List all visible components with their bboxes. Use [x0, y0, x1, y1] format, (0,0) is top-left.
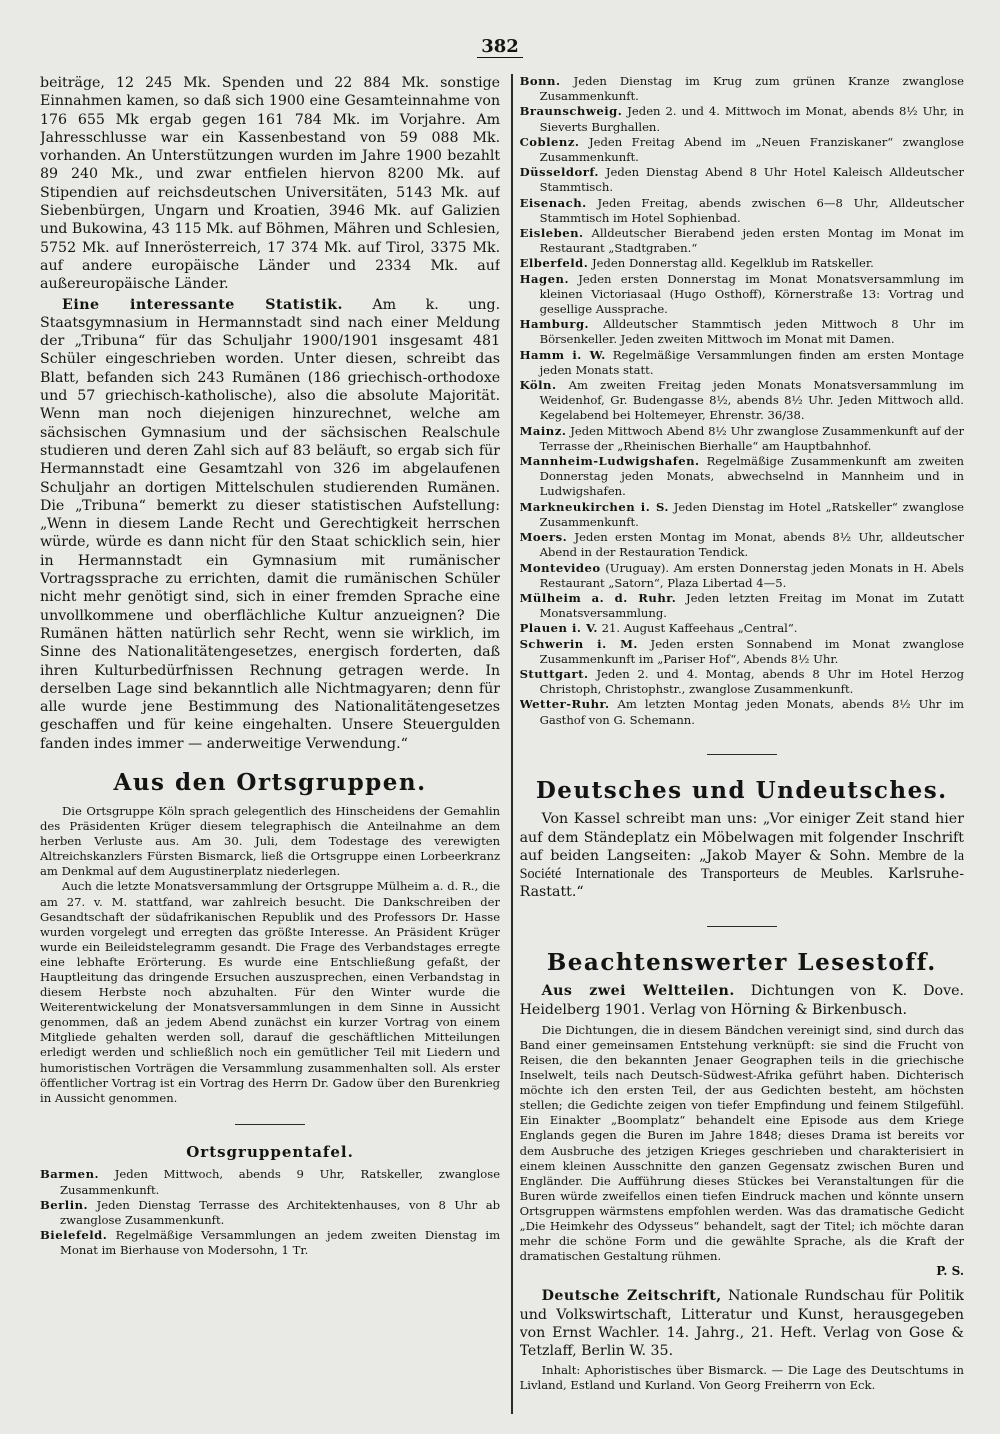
tafel-text: Jeden 2. und 4. Mittwoch im Monat, abends 8½ Uhr, in Sieverts Burghallen.	[539, 104, 964, 134]
tafel-entry	[520, 378, 964, 424]
tafel-city: Markneukirchen i. S.	[519, 499, 669, 514]
statistik-paragraph	[40, 296, 500, 753]
tafel-city: Moers.	[519, 530, 568, 545]
tafel-text: Jeden Dienstag im Hotel „Ratskeller“ zwanglose Zusammenkunft.	[539, 499, 964, 529]
deutsches-text-1: Von Kassel schreibt man uns: „Vor einiger Zeit stand hier auf dem Ständeplatz ein Möbelwagen mit folgender Inschrift auf beiden Langseiten: „Jakob Mayer & Sohn.	[519, 811, 964, 864]
heading-lesestoff: Beachtenswerter Lesestoff.	[546, 949, 937, 977]
tafel-city: Köln.	[519, 378, 557, 393]
tafel-city: Elberfeld.	[519, 256, 589, 271]
deutsches-text-2: Karlsruhe-Rastatt.“	[519, 866, 964, 901]
review-signature: P. S.	[936, 1264, 964, 1279]
tafel-entry	[520, 697, 964, 727]
tafel-city: Düsseldorf.	[519, 165, 599, 180]
tafel-text: 21. August Kaffeehaus „Central“.	[601, 621, 798, 636]
lesestoff-paragraph	[520, 982, 964, 1019]
separator-rule	[707, 926, 777, 928]
zeitschrift-text: Nationale Rundschau für Politik und Volkswirtschaft, Litteratur und Kunst, herausgegeben von Ernst Wachler. 14. Jahrg., 21. Heft. Verlag von Gose & Tetzlaff, Berlin W. 35.	[519, 1288, 964, 1360]
column-container	[40, 74, 964, 1414]
zeitschrift-inhalt: Inhalt: Aphoristisches über Bismarck. — Die Lage des Deutschtums in Livland, Estland und Kurland. Von Georg Freiherrn von Eck.	[519, 1362, 964, 1392]
statistik-text: Am k. ung. Staatsgymnasium in Hermannstadt sind nach einer Meldung der „Tribuna“ für das Schuljahr 1900/1901 insgesamt 481 Schüler eingeschrieben worden. Unter diesen, schreibt das Blatt, befanden sich 243 Rumänen (186 griechisch-orthodoxe und 57 griechisch-katholische), also die absolute Majorität. Wenn man noch diejenigen hinzurechnet, welche am sächsischen Gymnasium und der sächsischen Realschule studieren und deren Zahl sich auf 83 beläuft, so ergab sich für Hermannstadt eine Gesamtzahl von 326 im abgelaufenen Schuljahr an dortigen Mittelschulen studierenden Rumänen. Die „Tribuna“ bemerkt zu dieser statistischen Aufstellung: „Wenn in diesem Lande Recht und Gerechtigkeit herrschen würde, würde es dann nicht für den Staat schicklich sein, hier in Hermannstadt ein Gymnasium mit rumänischer Vortragssprache zu errichten, damit die rumänischen Schüler nicht mehr genötigt sind, sich in einer fremden Sprache eine unvollkommene und oberflächliche Kultur anzueignen? Die Rumänen hätten natürlich sehr Recht, wenn sie wirklich, im Sinne des Nationalitätengesetzes, energisch forderten, daß ihren Kulturbedürfnissen Rechnung getragen werde. In derselben Lage sind bekanntlich alle Nichtmagyaren; denn für alle wurde jene Bestimmung des Nationalitätengesetzes geschaffen und für keine eingehalten. Unsere Steuergulden fanden indes immer — anderweitige Verwendung.“	[40, 296, 501, 752]
tafel-text: Jeden Dienstag im Krug zum grünen Kranze zwanglose Zusammenkunft.	[539, 74, 964, 104]
tafel-entry	[520, 135, 964, 165]
tafel-city: Plauen i. V.	[519, 621, 598, 636]
intro-paragraph: beiträge, 12 245 Mk. Spenden und 22 884 Mk. sonstige Einnahmen kamen, so daß sich 1900 eine Gesamteinnahme von 176 655 Mk ergab gegen 161 784 Mk. im Vorjahre. Am Jahresschlusse war ein Kassenbestand von 59 088 Mk. vorhanden. An Unterstützungen wurden im Jahre 1900 bezahlt 89 240 Mk., und zwar entfielen hiervon 8200 Mk. auf Stipendien auf reichsdeutschen Universitäten, 5143 Mk. auf Siebenbürgen, Ungarn und Kroatien, 3946 Mk. auf Galizien und Bukowina, 43 115 Mk. auf Böhmen, Mähren und Schlesien, 5752 Mk. auf Innerösterreich, 17 374 Mk. auf Tirol, 3375 Mk. auf andere europäische Länder und 2334 Mk. auf außereuropäische Länder.	[40, 75, 501, 293]
page-number: 382	[0, 36, 1000, 57]
lesestoff-review: Die Dichtungen, die in diesem Bändchen vereinigt sind, sind durch das Band einer gemeinsamen Entstehung verknüpft: sie sind die Frucht von Reisen, die den bekannten Jenaer Geographen teils in die griechische Inselwelt, teils nach Deutsch-Südwest-Afrika geführt haben. Dichterisch möchte ich den ersten Teil, der aus Gedichten besteht, am höchsten stellen; die Gedichte zeigen von tiefer Empfindung und feinem Stilgefühl. Ein Einakter „Boomplatz“ behandelt eine Episode aus dem Kriege Englands gegen die Buren im Jahre 1848; dieses Drama ist bereits vor dem Ausbruche des jetzigen Krieges geschrieben und charakterisiert in einem kleinen Ausschnitte den ganzen Gegensatz zwischen Buren und Engländer. Die Aufführung dieses Stückes bei Veranstaltungen für die Buren würde zweifellos einen tiefen Eindruck machen und könnte unsern Ortsgruppen wärmstens empfohlen werden. Was das dramatische Gedicht „Die Heimkehr des Odysseus“ behandelt, sagt der Titel; ich möchte daran mehr die schöne Form und die gewählte Sprache, als die Kraft der dramatischen Gestaltung rühmen.	[519, 1022, 964, 1264]
tafel-city: Montevideo	[519, 560, 601, 575]
tafel-text: Jeden Freitag Abend im „Neuen Franziskaner“ zwanglose Zusammenkunft.	[539, 134, 964, 165]
tafel-entry	[520, 561, 964, 591]
tafel-city: Hamm i. W.	[519, 347, 606, 362]
tafel-text: Jeden ersten Montag im Monat, abends 8½ Uhr, alldeutscher Abend in der Restauration Tendick.	[539, 530, 964, 560]
tafel-entry	[520, 621, 964, 636]
tafel-entry	[520, 637, 964, 667]
tafel-entry	[520, 348, 964, 378]
tafel-city: Eisenach.	[519, 195, 587, 210]
tafel-text: Jeden Dienstag Terrasse des Architektenhauses, von 8 Uhr ab zwanglose Zusammenkunft.	[60, 1197, 501, 1227]
tafel-entry	[520, 667, 964, 697]
statistik-lead: Eine interessante Statistik.	[62, 296, 343, 313]
tafel-text: Jeden Dienstag Abend 8 Uhr Hotel Kaleisch Alldeutscher Stammtisch.	[539, 165, 964, 195]
tafel-text: Jeden Freitag, abends zwischen 6—8 Uhr, Alldeutscher Stammtisch im Hotel Sophienbad.	[539, 195, 964, 225]
tafel-text: Regelmäßige Versammlungen finden am ersten Montage jeden Monats statt.	[539, 347, 964, 377]
heading-deutsches: Deutsches und Undeutsches.	[535, 777, 948, 805]
tafel-entry	[520, 530, 964, 560]
tafel-entry	[520, 591, 964, 621]
separator-rule	[707, 754, 777, 756]
tafel-entry	[40, 1228, 500, 1258]
left-column	[40, 74, 500, 1414]
tafel-city: Stuttgart.	[519, 666, 589, 681]
tafel-city: Bielefeld.	[40, 1228, 108, 1243]
tafel-city: Coblenz.	[519, 134, 580, 149]
tafel-entry	[520, 74, 964, 104]
tafel-text: Jeden Mittwoch Abend 8½ Uhr zwanglose Zusammenkunft auf der Terrasse der „Rheinischen Bierhalle“ am Hauptbahnhof.	[539, 423, 964, 453]
separator-rule	[235, 1124, 305, 1126]
tafel-city: Hagen.	[519, 271, 569, 286]
tafel-city: Schwerin i. M.	[519, 636, 638, 651]
column-rule	[511, 74, 512, 1414]
tafel-text: Jeden letzten Freitag im Monat im Zutatt Monatsversammlung.	[539, 590, 964, 621]
tafel-entry	[520, 196, 964, 226]
tafel-entry	[520, 226, 964, 256]
tafel-text: Alldeutscher Bierabend jeden ersten Montag im Monat im Restaurant „Stadtgraben.“	[539, 226, 964, 256]
tafel-city: Mainz.	[519, 423, 567, 438]
tafel-text: Jeden ersten Donnerstag im Monat Monatsversammlung im kleinen Victoriasaal (Hugo Osthoff), Körnerstraße 13: Vortrag und gesellige Aussprache.	[539, 271, 964, 317]
tafel-entry	[40, 1167, 500, 1197]
tafel-city: Mülheim a. d. Ruhr.	[519, 590, 677, 605]
tafel-city: Mannheim-Ludwigshafen.	[519, 454, 700, 469]
tafel-text: Regelmäßige Zusammenkunft am zweiten Donnerstag jeden Monats, abwechselnd in Mannheim und in Ludwigshafen.	[539, 454, 964, 499]
tafel-entry	[520, 256, 964, 271]
lesestoff-text: Dichtungen von K. Dove. Heidelberg 1901. Verlag von Hörning & Birkenbusch.	[519, 983, 964, 1018]
ortsgruppentafel-left	[40, 1167, 500, 1258]
tafel-city: Bonn.	[519, 74, 561, 88]
deutsches-paragraph	[520, 810, 964, 901]
tafel-text: Regelmäßige Versammlungen an jedem zweiten Dienstag im Monat im Bierhause von Modersohn, 1 Tr.	[60, 1228, 501, 1258]
tafel-entry	[520, 317, 964, 347]
zeitschrift-lead: Deutsche Zeitschrift,	[541, 1288, 722, 1305]
tafel-text: Jeden Donnerstag alld. Kegelklub im Ratskeller.	[592, 256, 874, 271]
tafel-text: Jeden 2. und 4. Montag, abends 8 Uhr im Hotel Herzog Christoph, Christophstr., zwanglose Zusammenkunft.	[539, 666, 964, 697]
tafel-entry	[520, 104, 964, 134]
heading-ortsgruppen: Aus den Ortsgruppen.	[113, 768, 427, 796]
tafel-city: Wetter-Ruhr.	[519, 697, 610, 712]
right-column	[520, 74, 964, 1414]
tafel-text: (Uruguay). Am ersten Donnerstag jeden Monats in H. Abels Restaurant „Satorn“, Plaza Libertad 4—5.	[539, 560, 964, 590]
tafel-entry	[520, 500, 964, 530]
tafel-text: Am letzten Montag jeden Monats, abends 8½ Uhr im Gasthof von G. Schemann.	[539, 697, 964, 727]
ortsgruppen-paragraph-1: Die Ortsgruppe Köln sprach gelegentlich des Hinscheidens der Gemahlin des Präsidenten Krüger diesem telegraphisch die Anteilnahme an dem herben Verluste aus. Am 30. Juli, dem Todestage des verewigten Altreichskanzlers Fürsten Bismarck, ließ die Ortsgruppe einen Lorbeerkranz am Denkmal auf dem Augustinerplatz niederlegen.	[40, 803, 501, 879]
heading-ortsgruppentafel: Ortsgruppentafel.	[186, 1143, 354, 1162]
tafel-text: Jeden Mittwoch, abends 9 Uhr, Ratskeller, zwanglose Zusammenkunft.	[60, 1167, 501, 1197]
ortsgruppentafel-right	[520, 74, 964, 728]
tafel-city: Barmen.	[40, 1167, 100, 1182]
tafel-entry	[520, 424, 964, 454]
zeitschrift-paragraph	[520, 1287, 964, 1360]
tafel-entry	[520, 454, 964, 500]
tafel-city: Braunschweig.	[519, 104, 623, 119]
tafel-text: Alldeutscher Stammtisch jeden Mittwoch 8 Uhr im Börsenkeller. Jeden zweiten Mittwoch im Monat mit Damen.	[539, 317, 964, 347]
ortsgruppen-paragraph-2: Auch die letzte Monatsversammlung der Ortsgruppe Mülheim a. d. R., die am 27. v. M. stattfand, war zahlreich besucht. Die Dankschreiben der Gesandtschaft der südafrikanischen Republik und des Professors Dr. Hasse wurden vorgelegt und erregten das größte Interesse. An Präsident Krüger wurde ein Beileidstelegramm gesandt. Die Frage des Verbandstages erregte eine lebhafte Erörterung. Es wurde eine Entschließung gefaßt, der Hauptleitung das dringende Ersuchen auszusprechen, einen Verbandstag in diesem Herbste noch abzuhalten. Für den Winter wurde die Weiterentwickelung der Monatsversammlungen in dem Sinne in Aussicht genommen, daß an jedem Abend zunächst ein kurzer Vortrag von einem Mitgliede gehalten werden soll, darauf die geschäftlichen Mitteilungen erledigt werden und schließlich noch ein gemütlicher Teil mit Liedern und humoristischen Vorträgen die Versammlung zusammenhalten soll. Als erster öffentlicher Vortrag ist ein Vortrag des Herrn Dr. Gadow über den Burenkrieg in Aussicht genommen.	[40, 879, 501, 1105]
deutsches-latin-text: Membre de la Société Internationale des Transporteurs de Meubles.	[519, 847, 964, 883]
tafel-city: Eisleben.	[519, 226, 584, 241]
tafel-entry	[520, 272, 964, 318]
tafel-city: Hamburg.	[519, 317, 590, 332]
tafel-entry	[40, 1198, 500, 1228]
tafel-entry	[520, 165, 964, 195]
tafel-city: Berlin.	[40, 1197, 89, 1212]
lesestoff-lead: Aus zwei Weltteilen.	[541, 983, 735, 1000]
tafel-text: Am zweiten Freitag jeden Monats Monatsversammlung im Weidenhof, Gr. Budengasse 8½, abends 8½ Uhr. Jeden Mittwoch alld. Kegelabend bei Holtemeyer, Ehrenstr. 36/38.	[539, 378, 964, 423]
tafel-text: Jeden ersten Sonnabend im Monat zwanglose Zusammenkunft im „Pariser Hof“, Abends 8½ Uhr.	[539, 636, 964, 666]
